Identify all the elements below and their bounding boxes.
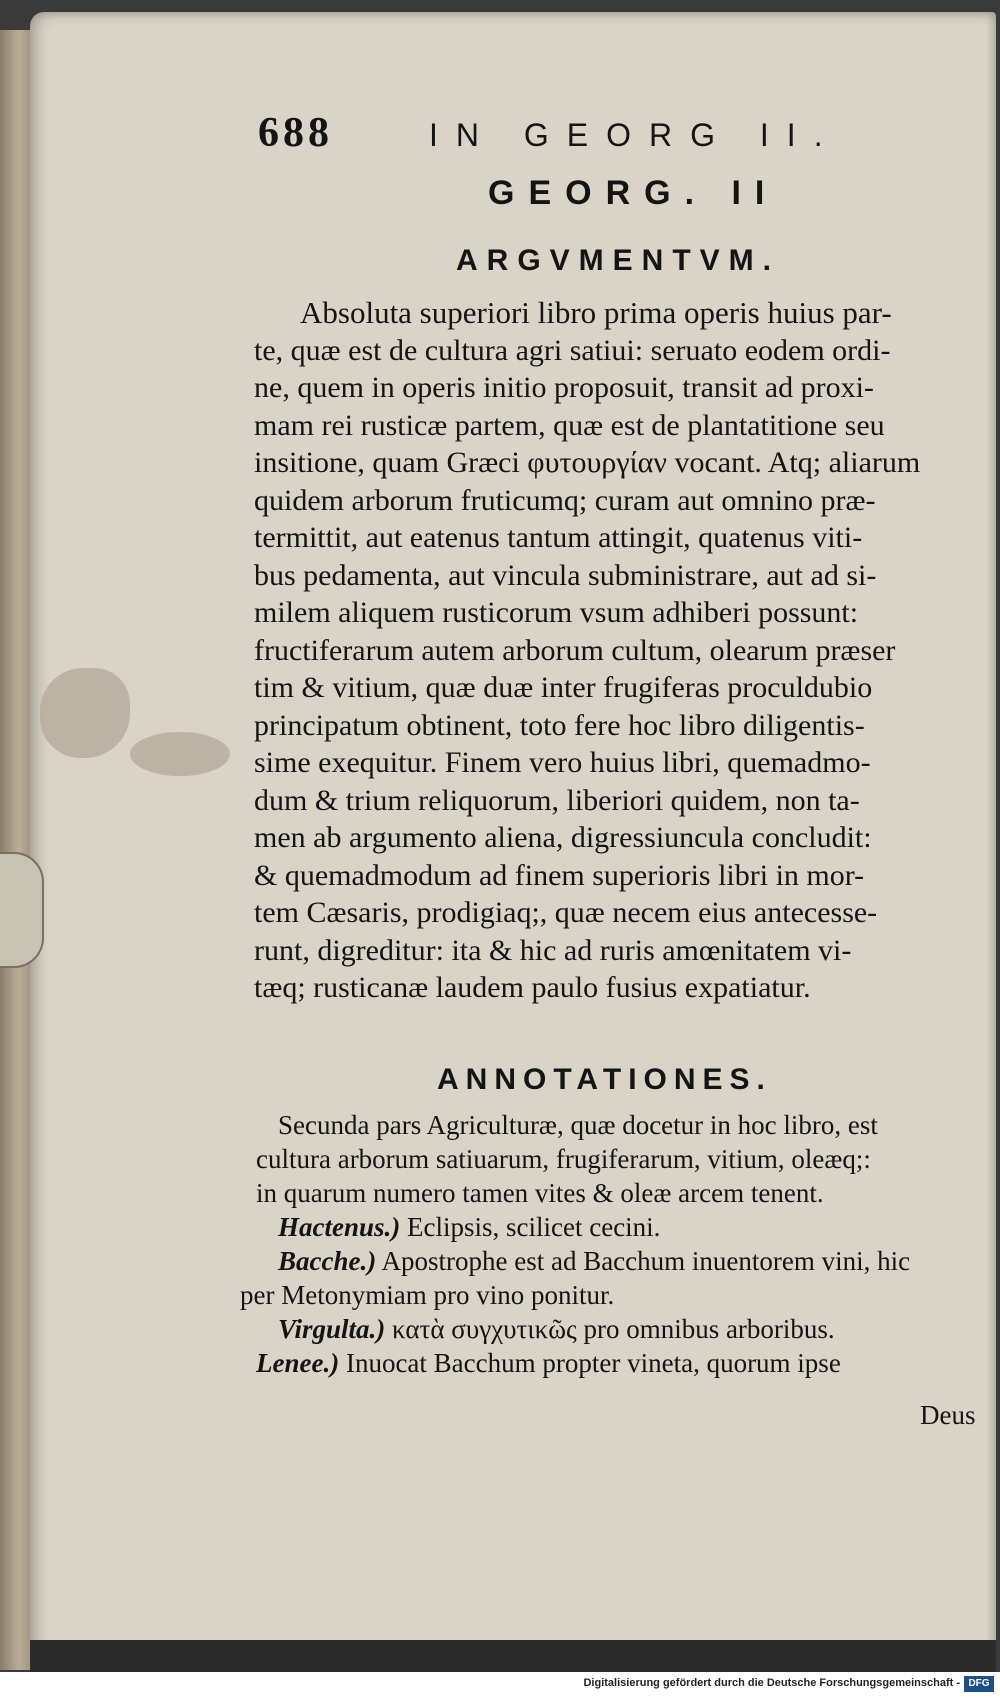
- text-line: runt, digreditur: ita & hic ad ruris amœnitatem vi-: [254, 933, 852, 967]
- annotation-text: Apostrophe est ad Bacchum inuentorem vini, hic: [376, 1246, 911, 1276]
- dfg-logo: DFG: [964, 1676, 994, 1692]
- section-title: ARGVMENTVM.: [456, 244, 780, 277]
- page-clip: [0, 852, 44, 968]
- annotation-line: [256, 1176, 986, 1210]
- annotation-line: [240, 1278, 986, 1312]
- text-line: Absoluta superiori libro prima operis huius par-: [300, 295, 892, 330]
- annotation-lemma: Bacche.): [278, 1246, 377, 1276]
- text-line: tim & vitium, quæ duæ inter frugiferas proculdubio: [254, 671, 873, 704]
- annotation-line: [256, 1142, 986, 1176]
- page-number: 688: [258, 110, 333, 156]
- annotation-line: [256, 1346, 986, 1380]
- annotation-line: [256, 1210, 986, 1244]
- text-line: mam rei rusticæ partem, quæ est de plantatitione seu: [254, 408, 885, 442]
- annotation-lemma: Lenee.): [256, 1348, 340, 1378]
- running-title: IN GEORG II.: [429, 117, 841, 153]
- text-line: dum & trium reliquorum, liberiori quidem, non ta-: [254, 783, 860, 817]
- funding-credit: Digitalisierung gefördert durch die Deutsche Forschungsgemeinschaft -: [583, 1677, 960, 1689]
- annotation-text: κατὰ συγχυτικῶς pro omnibus arboribus.: [385, 1314, 835, 1344]
- text-line: fructiferarum autem arborum cultum, olearum præser: [254, 633, 896, 667]
- text-line: men ab argumento aliena, digressiuncula concludit:: [254, 821, 872, 854]
- catchword: Deus: [920, 1400, 976, 1430]
- annotation-text: Inuocat Bacchum propter vineta, quorum ipse: [339, 1348, 841, 1378]
- annotation-lemma: Virgulta.): [278, 1314, 386, 1344]
- annotation-line: [256, 1108, 986, 1142]
- text-line: tem Cæsaris, prodigiaq;, quæ necem eius antecesse-: [254, 896, 878, 929]
- text-line: termittit, aut eatenus tantum attingit, quatenus viti-: [254, 521, 863, 554]
- footer-bar: [0, 1672, 1000, 1698]
- text-line: te, quæ est de cultura agri satiui: seruato eodem ordi-: [254, 333, 891, 367]
- running-header: [258, 106, 841, 157]
- annotation-text: per Metonymiam pro vino ponitur.: [240, 1280, 615, 1310]
- text-line: principatum obtinent, toto fere hoc libro diligentis-: [254, 708, 865, 742]
- annotation-text: cultura arborum satiuarum, frugiferarum, vitium, oleæq;:: [256, 1144, 871, 1174]
- text-line: & quemadmodum ad finem superioris libri in mor-: [254, 858, 865, 892]
- annotation-line: [256, 1312, 986, 1346]
- water-stain: [40, 668, 130, 758]
- annotation-text: in quarum numero tamen vites & oleæ arcem tenent.: [256, 1178, 824, 1208]
- text-line: milem aliquem rusticorum vsum adhiberi possunt:: [254, 596, 859, 629]
- page-bottom-shadow: [30, 1640, 996, 1672]
- argument-paragraph: [254, 294, 984, 1007]
- book-edge: [0, 30, 34, 1670]
- book-title: GEORG. II: [488, 174, 779, 212]
- text-line: bus pedamenta, aut vincula subministrare, aut ad si-: [254, 558, 877, 592]
- annotation-line: [256, 1244, 986, 1278]
- annotation-text: Eclipsis, scilicet cecini.: [400, 1212, 661, 1242]
- annotations-block: [240, 1108, 986, 1380]
- text-line: sime exequitur. Finem vero huius libri, quemadmo-: [254, 746, 871, 779]
- text-line: ne, quem in operis initio proposuit, transit ad proxi-: [254, 371, 874, 404]
- water-stain: [130, 732, 230, 776]
- annotation-lemma: Hactenus.): [278, 1212, 401, 1242]
- annotation-text: Secunda pars Agriculturæ, quæ docetur in hoc libro, est: [278, 1110, 878, 1140]
- text-line: tæq; rusticanæ laudem paulo fusius expatiatur.: [254, 971, 811, 1004]
- text-line: quidem arborum fruticumq; curam aut omnino præ-: [254, 483, 876, 517]
- annotations-title: ANNOTATIONES.: [437, 1063, 772, 1096]
- text-line: insitione, quam Græci φυτουργίαν vocant. Atq; aliarum: [254, 446, 921, 479]
